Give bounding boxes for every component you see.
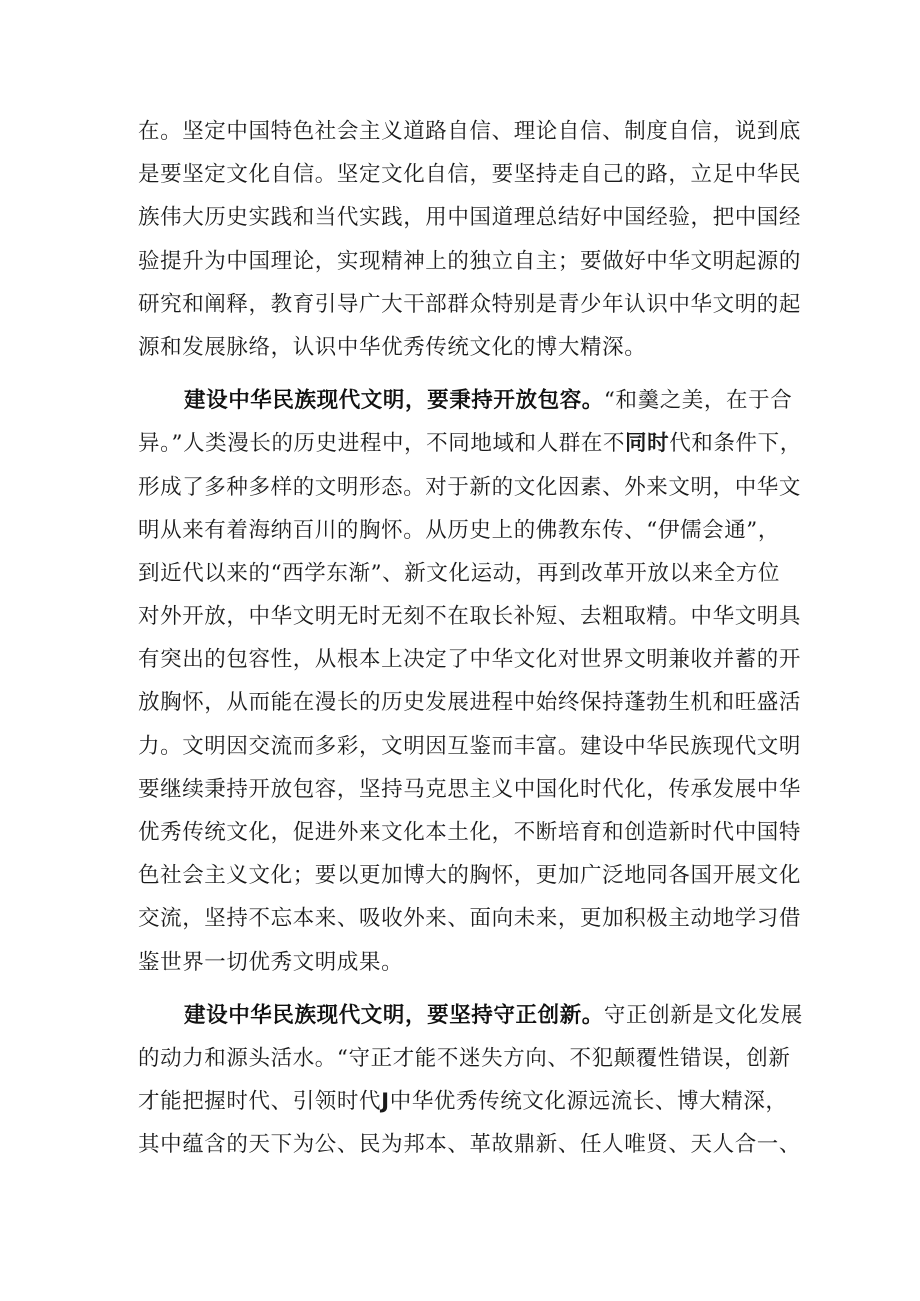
stray-glyph: J [381,1089,390,1115]
text-line: 交流，坚持不忘本来、吸收外来、面向未来，更加积极主动地学习借 [138,906,802,932]
paragraph-heading: 建设中华民族现代文明，要坚持守正创新。 [184,1002,604,1028]
paragraph-innovation [138,994,803,1167]
paragraph-first-line [138,994,803,1037]
text-line [138,1080,798,1123]
text-line: 有突出的包容性，从根本上决定了中华文化对世界文明兼收并蓄的开 [138,647,802,673]
text-line: 鉴世界一切优秀文明成果。 [138,949,404,975]
text-line: 的动力和源头活水。“守正才能不迷失方向、不犯颠覆性错误，创新 [138,1045,791,1071]
bold-text-span: 同时 [625,431,670,457]
text-line: 族伟大历史实践和当代实践，用中国道理总结好中国经验，把中国经 [138,205,802,231]
text-span: 代和条件下， [669,431,802,457]
text-span: 异。”人类漫长的历史进程中，不同地域和人群在不 [138,431,626,457]
text-span: 守正创新是文化发展 [603,1002,803,1028]
text-line: 要继续秉持开放包容，坚持马克思主义中国化时代化，传承发展中华 [138,776,802,802]
text-line: 色社会主义文化；要以更加博大的胸怀，更加广泛地同各国开展文化 [138,863,802,889]
text-line: 到近代以来的“西学东渐”、新文化运动，再到改革开放以来全方位 [138,560,780,586]
article-body [138,110,803,1167]
text-line: 源和发展脉络，认识中华优秀传统文化的博大精深。 [138,334,647,360]
text-line [138,422,802,465]
paragraph-continuation [138,110,802,369]
text-line: 是要坚定文化自信。坚定文化自信，要坚持走自己的路，立足中华民 [138,162,802,188]
text-line: 研究和阐释，教育引导广大干部群众特别是青少年认识中华文明的起 [138,291,802,317]
text-line: 对外开放，中华文明无时无刻不在取长补短、去粗取精。中华文明具 [138,604,802,630]
text-line: 力。文明因交流而多彩，文明因互鉴而丰富。建设中华民族现代文明 [138,733,802,759]
text-line: 明从来有着海纳百川的胸怀。从历史上的佛教东传、“伊儒会通”， [138,517,780,543]
text-span: 才能把握时代、引领时代 [138,1089,382,1115]
text-line: 其中蕴含的天下为公、民为邦本、革故鼎新、任人唯贤、天人合一、 [138,1132,802,1158]
text-line: 验提升为中国理论，实现精神上的独立自主；要做好中华文明起源的 [138,248,802,274]
paragraph-openness [138,379,802,984]
text-line: 在。坚定中国特色社会主义道路自信、理论自信、制度自信，说到底 [138,119,802,144]
text-span: “和羹之美，在于合 [603,388,793,414]
paragraph-first-line [138,379,798,422]
text-line: 放胸怀，从而能在漫长的历史发展进程中始终保持蓬勃生机和旺盛活 [138,690,802,716]
paragraph-heading: 建设中华民族现代文明，要秉持开放包容。 [184,388,604,414]
text-line: 形成了多种多样的文明形态。对于新的文化因素、外来文明，中华文 [138,474,802,500]
text-line: 优秀传统文化，促进外来文化本土化，不断培育和创造新时代中国特 [138,820,802,845]
text-span: 中华优秀传统文化源远流长、博大精深， [389,1089,788,1115]
